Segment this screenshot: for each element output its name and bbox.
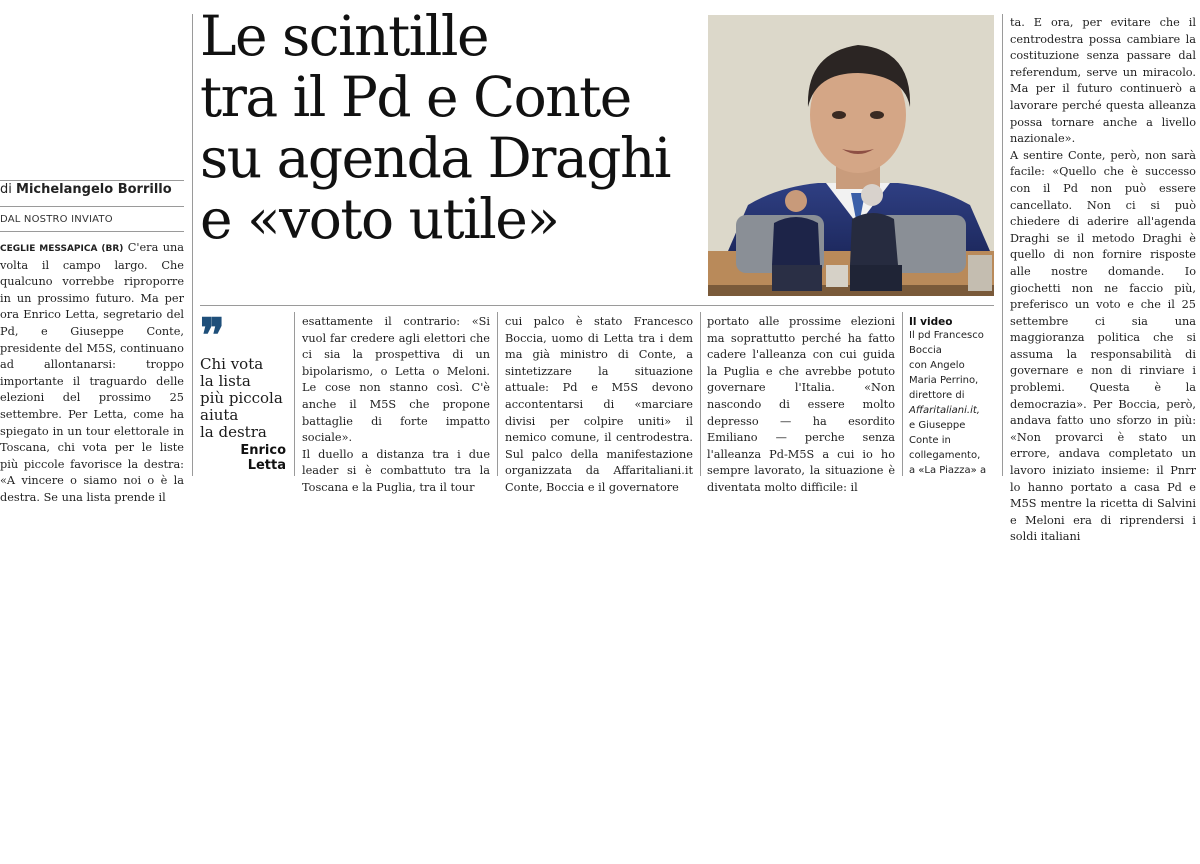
byline-top-rule [0,180,184,181]
caption-line-1: Il pd Francesco [909,330,984,341]
dateline: CEGLIE MESSAPICA (BR) [0,244,124,254]
headline-bottom-rule [200,305,994,306]
caption-divider [902,312,903,476]
column-divider-3 [294,312,295,476]
byline-prefix: di [0,182,12,197]
caption-line-8: Conte in [909,435,951,446]
column-divider-6 [1002,14,1003,476]
inviato-rule [0,231,184,232]
caption-line-6 [909,403,1001,418]
column-1-text: C'era una volta il campo largo. Che qualcuno vorrebbe riproporre in un prossimo futuro. Ma per ora Enrico Letta, segretario del Pd, e Giuseppe Conte, presidente del M5S, continuano ad allontanarsi: troppo importante il traguardo delle elezioni del prossimo 25 settembre. Per Letta, come ha spiegato in un tour elettorale in Toscana, chi vota per le liste più piccole favorisce la destra: «A vincere o siamo noi o è la destra. Se una lista prende il [0,241,184,504]
column-divider-1 [192,14,193,476]
article-photo [708,15,994,296]
column-5-text: portato alle prossime elezioni ma soprattutto perché ha fatto cadere l'alleanza con cui guida la Puglia e che avrebbe potuto governare l'Italia. «Non nascondo di essere molto depresso — ha esordito Emiliano — perche senza l'alleanza Pd-M5S a cui io ho sempre lavorato, la situazione è diventata molto difficile: il [707,315,895,494]
caption-line-10: a «La Piazza» a [909,465,987,476]
caption-source: Affaritaliani.it, [909,405,980,416]
article-column-1 [0,240,184,504]
caption-line-3: con Angelo [909,360,965,371]
column-4-text: cui palco è stato Francesco Boccia, uomo di Letta tra i dem ma già ministro di Conte, a sintetizzare la situazione attuale: Pd e M5S devono accontentarsi di «marciare divisi per colpire uniti» il nemico comune, il centrodestra. Sul palco della manifestazione organizzata da Affaritaliani.it Conte, Boccia e il governatore [505,315,693,494]
caption-title: Il video [909,316,953,328]
quote-mark-icon: ❞ [200,308,225,362]
caption-line-4: Maria Perrino, [909,375,979,386]
pull-quote [200,308,286,476]
pull-quote-line-2: la lista [200,372,251,390]
column-6-text: ta. E ora, per evitare che il centrodestra possa cambiare la costituzione senza passare dal referendum, serve un miracolo. Ma per il futuro continuerò a lavorare perché questa alleanza possa tornare anche a livello nazionale». A sentire Conte, però, non sarà facile: «Quello che è successo con il Pd non può essere cancellato. Non ci si può chiedere di aderire all'agenda Draghi se il metodo Draghi è quello di non fornire risposte alle nostre domande. Io giochetti non ne faccio più, preferisco un voto e che il 25 settembre ci sia una maggioranza politica che si assuma la responsabilità di governare e non di rinviare i problemi. Questa è la democrazia». Per Boccia, però, andava fatto uno sforzo in più: «Non provarci è stato un errore, andava completato un lavoro iniziato insieme: il Pnrr lo hanno portato a casa Pd e M5S mentre la ricetta di Salvini e Meloni era di riprendersi i soldi italiani [1010,16,1196,544]
caption-line-7: e Giuseppe [909,420,966,431]
headline-line-1: Le scintille [200,4,489,68]
article-column-5 [707,314,895,494]
caption-line-5: direttore di [909,390,965,401]
headline-line-3: su agenda Draghi [200,126,670,190]
correspondent-label: DAL NOSTRO INVIATO [0,214,113,225]
headline-line-2: tra il Pd e Conte [200,65,631,129]
pull-quote-line-5: la destra [200,423,267,441]
column-divider-4 [497,312,498,476]
headline [200,6,700,250]
byline-bottom-rule [0,206,184,207]
caption-line-2: Boccia [909,345,942,356]
caption-line-9: collegamento, [909,450,981,461]
article-column-6 [1010,15,1196,544]
byline-author: Michelangelo Borrillo [16,182,172,197]
headline-line-4: e «voto utile» [200,187,559,251]
article-column-4 [505,314,693,494]
photo-caption [909,316,1001,478]
article-column-3 [302,314,490,494]
pull-quote-author-2: Letta [247,458,286,473]
column-3-text: esattamente il contrario: «Si vuol far credere agli elettori che ci sia la prospettiva di un bipolarismo, o Letta o Meloni. Le cose non stanno così. C'è anche il M5S che propone battaglie di forte impatto sociale». Il duello a distanza tra i due leader si è combattuto tra la Toscana e la Puglia, tra il tour [302,315,490,494]
pull-quote-line-4: aiuta [200,406,239,424]
pull-quote-line-1: Chi vota [200,355,264,373]
pull-quote-line-3: più piccola [200,389,283,407]
pull-quote-author-1: Enrico [240,443,286,458]
byline [0,182,184,197]
photo-image [708,15,994,296]
column-divider-5 [700,312,701,476]
